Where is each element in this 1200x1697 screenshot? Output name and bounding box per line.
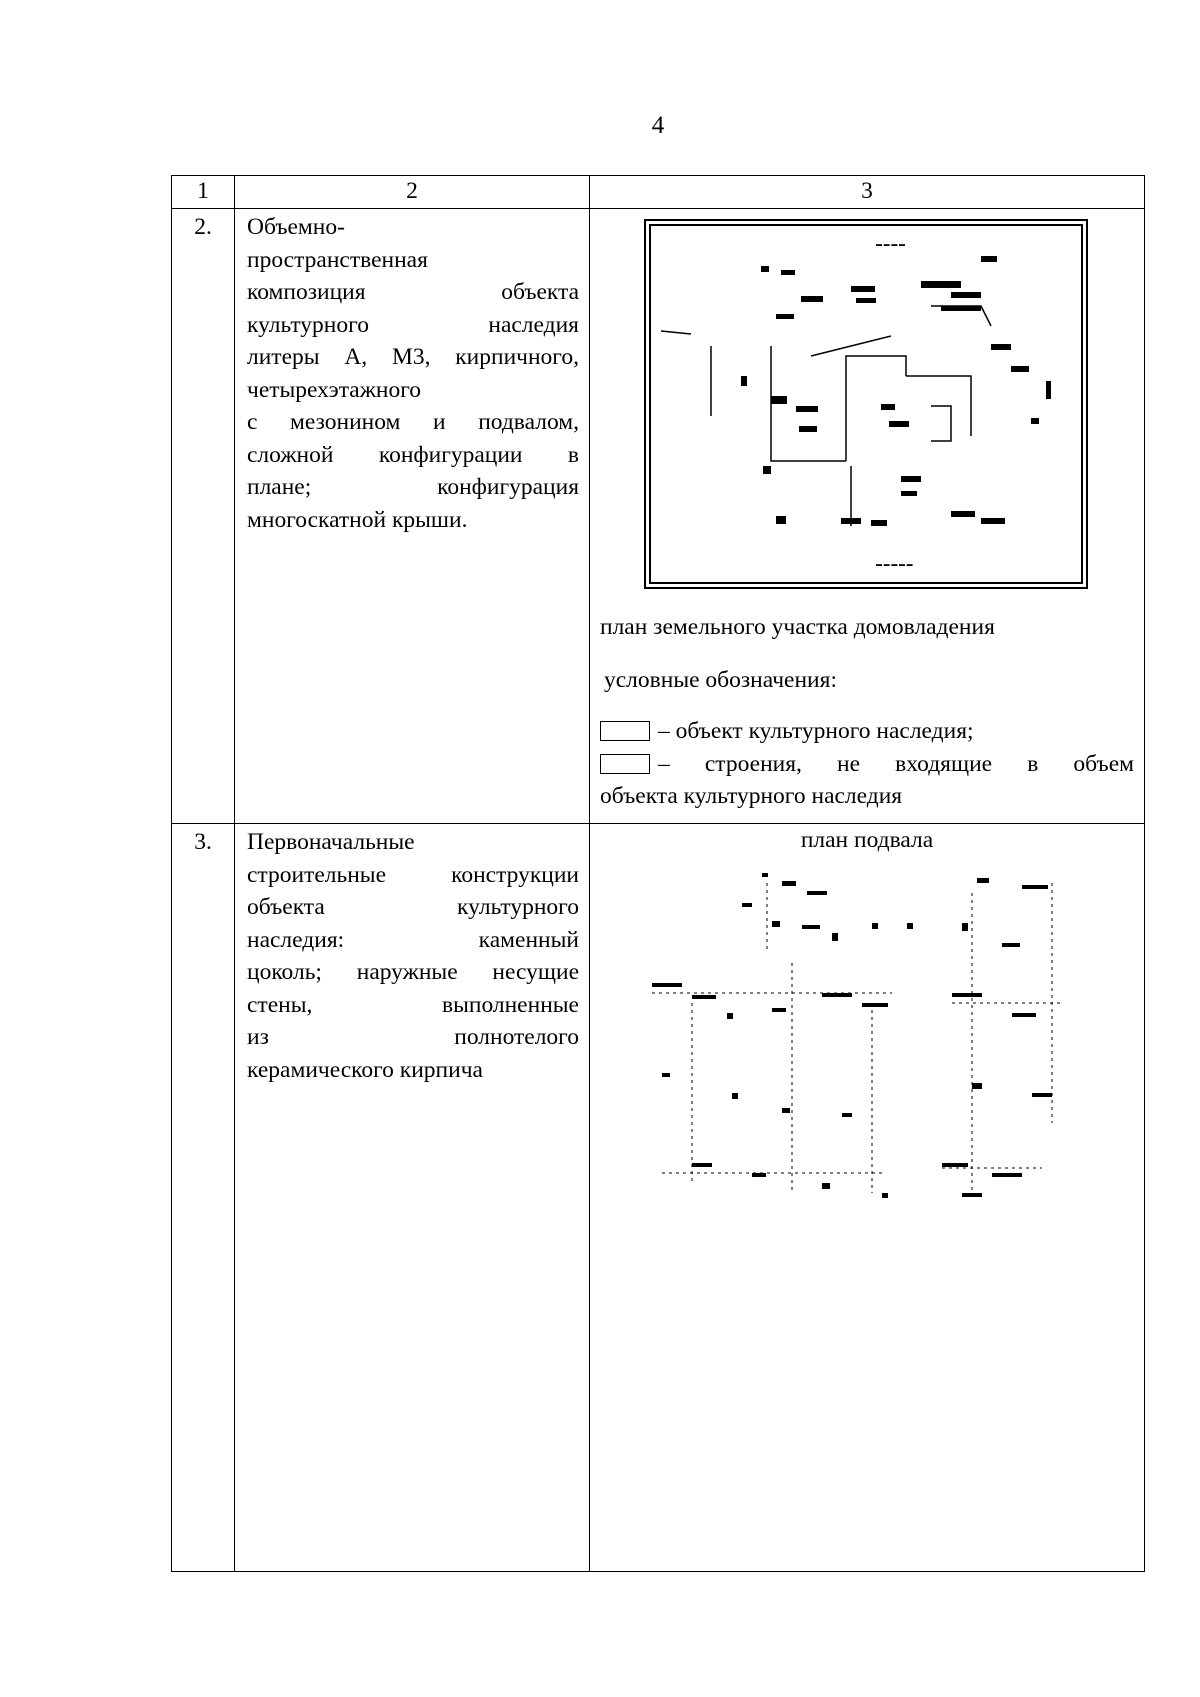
column-header-3: 3 bbox=[590, 176, 1145, 209]
legend-label-other-line2: объекта культурного наследия bbox=[600, 783, 903, 809]
basement-plan-title: план подвала bbox=[800, 827, 934, 853]
description-line: многоскатной крыши. bbox=[247, 506, 468, 533]
description-line: строительные конструкции bbox=[247, 861, 579, 888]
site-plan-caption: план земельного участка домовладения bbox=[600, 614, 995, 640]
legend-label-heritage: – объект культурного наследия; bbox=[658, 718, 974, 744]
page-number: 4 bbox=[651, 112, 665, 139]
description-line: сложной конфигурации в bbox=[247, 441, 579, 468]
table-row bbox=[172, 209, 1145, 824]
row-description bbox=[235, 824, 590, 1572]
row-description bbox=[235, 209, 590, 824]
table-header-row bbox=[172, 176, 1145, 209]
row-number: 3. bbox=[172, 824, 235, 1572]
basement-plan-figure bbox=[632, 863, 1112, 1243]
row-figure-cell bbox=[590, 209, 1145, 824]
table-row bbox=[172, 824, 1145, 1572]
legend-swatch-heritage bbox=[600, 721, 650, 741]
description-line: композиция объекта bbox=[247, 279, 579, 305]
basement-plan-image bbox=[632, 863, 1112, 1243]
legend-item-other-buildings bbox=[600, 748, 1134, 781]
column-header-1: 1 bbox=[172, 176, 235, 209]
description-line: керамического кирпича bbox=[247, 1056, 483, 1083]
description-line: наследия: каменный bbox=[247, 926, 579, 953]
description-line: плане; конфигурация bbox=[247, 474, 579, 500]
legend-title: условные обозначения: bbox=[604, 666, 837, 693]
row-figure-cell bbox=[590, 824, 1145, 1572]
site-plan-drawing bbox=[649, 224, 1083, 584]
svg-text:▬ ▬ ▬ ▬ ▬: ▬ ▬ ▬ ▬ ▬ bbox=[876, 562, 913, 568]
svg-text:▬ ▬ ▬ ▬: ▬ ▬ ▬ ▬ bbox=[876, 242, 906, 248]
description-line: стены, выполненные bbox=[247, 991, 579, 1018]
column-header-2: 2 bbox=[235, 176, 590, 209]
description-line: цоколь; наружные несущие bbox=[247, 959, 579, 985]
site-plan-image bbox=[651, 226, 1081, 582]
description-line: объекта культурного bbox=[247, 894, 579, 920]
legend-swatch-other bbox=[600, 754, 650, 774]
description-line: Объемно- bbox=[247, 214, 345, 240]
site-plan-figure bbox=[644, 219, 1088, 589]
description-line: из полнотелого bbox=[247, 1024, 579, 1050]
row-number: 2. bbox=[172, 209, 235, 824]
description-line: культурного наследия bbox=[247, 311, 579, 338]
description-line: четырехэтажного bbox=[247, 376, 422, 403]
description-line: Первоначальные bbox=[247, 829, 415, 855]
legend-item-heritage bbox=[600, 715, 1134, 748]
legend-label-other-line1: – строения, не входящие в объем bbox=[658, 750, 1134, 777]
description-line: с мезонином и подвалом, bbox=[247, 409, 579, 435]
description-line: литеры А, М3, кирпичного, bbox=[247, 344, 579, 370]
document-table bbox=[171, 175, 1145, 1572]
description-line: пространственная bbox=[247, 246, 428, 273]
